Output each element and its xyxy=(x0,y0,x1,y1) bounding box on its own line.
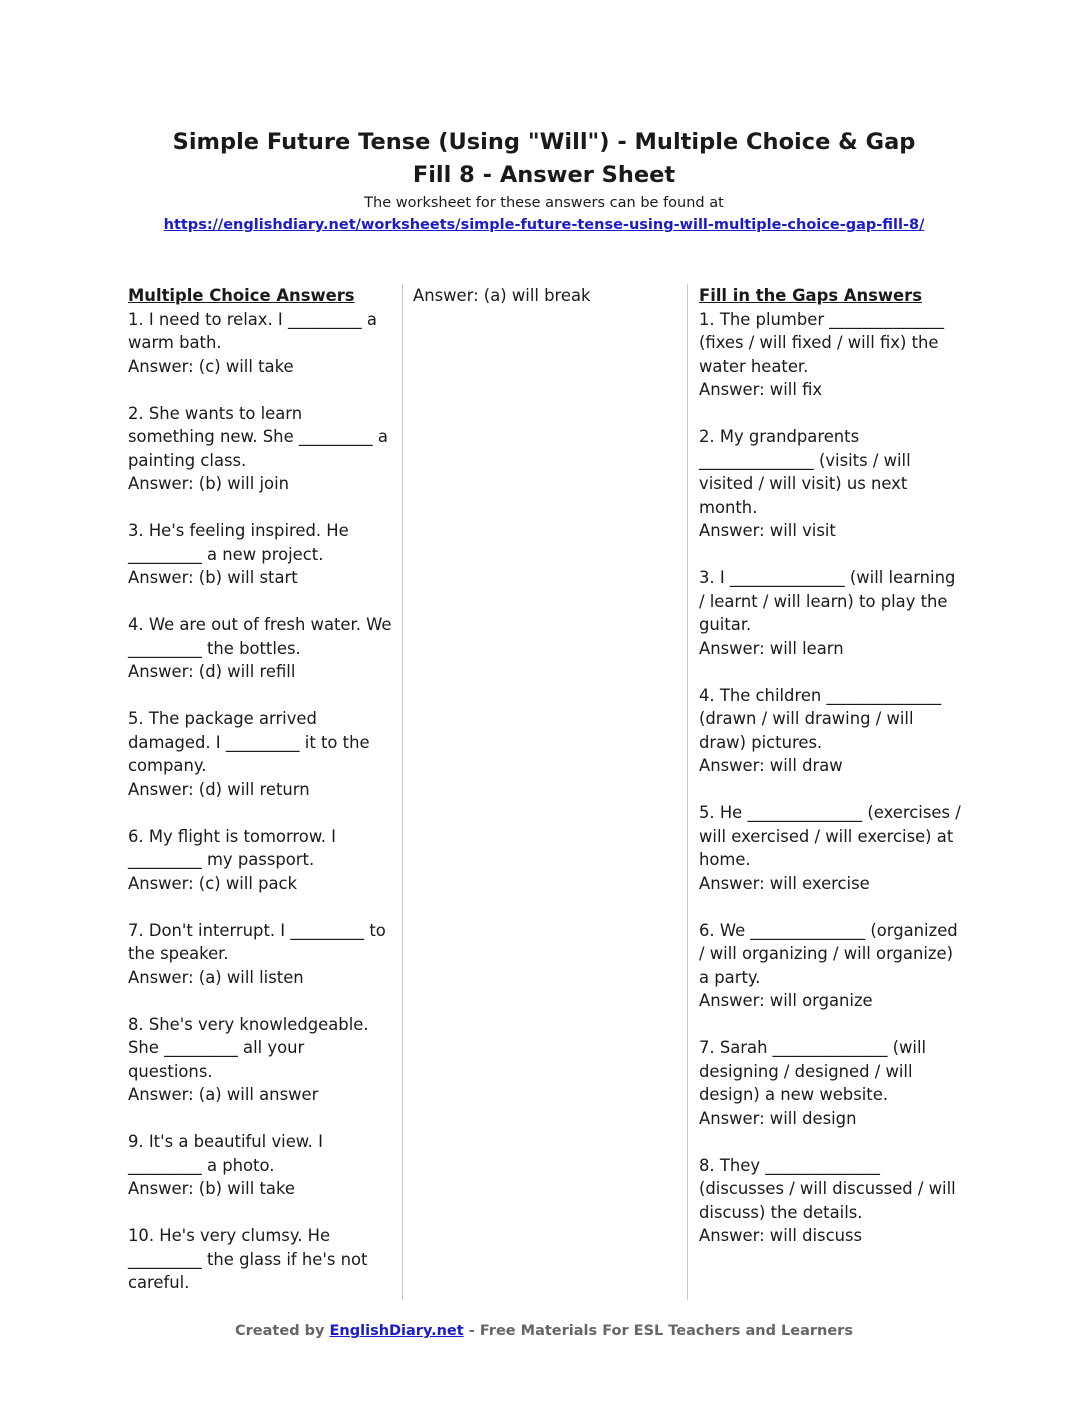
gap-answer: Answer: will design xyxy=(699,1108,857,1128)
gap-item xyxy=(699,801,965,895)
gap-question: 8. They ______________ (discusses / will discussed / will discuss) the details. xyxy=(699,1155,956,1222)
gap-answer: Answer: will learn xyxy=(699,638,844,658)
gap-item xyxy=(699,308,965,402)
mc-question: 5. The package arrived damaged. I _________ it to the company. xyxy=(128,709,370,775)
mc-question: 10. He's very clumsy. He _________ the glass if he's not careful. xyxy=(128,1226,368,1292)
worksheet-link[interactable]: https://englishdiary.net/worksheets/simple-future-tense-using-will-multiple-choice-gap-fill-8/ xyxy=(163,217,925,233)
gap-question: 5. He ______________ (exercises / will exercised / will exercise) at home. xyxy=(699,803,961,869)
page-title: Simple Future Tense (Using "Will") - Multiple Choice & Gap Fill 8 - Answer Sheet xyxy=(172,129,916,188)
mc-answer: Answer: (b) will start xyxy=(128,568,298,587)
mc-item xyxy=(128,402,394,496)
worksheet-note: The worksheet for these answers can be found at xyxy=(364,195,724,211)
mc-item xyxy=(128,1130,394,1201)
mc-question: 8. She's very knowledgeable. She _________ all your questions. xyxy=(128,1014,369,1081)
mc-answer: Answer: (d) will return xyxy=(128,779,310,799)
mc-question: 3. He's feeling inspired. He _________ a new project. xyxy=(128,521,349,564)
gap-item xyxy=(699,566,965,660)
multiple-choice-heading: Multiple Choice Answers xyxy=(128,286,355,305)
gap-item xyxy=(699,684,965,778)
mc-answer: Answer: (c) will pack xyxy=(128,873,298,893)
mc-item xyxy=(128,1013,394,1107)
mc-answer: Answer: (a) will break xyxy=(413,286,591,305)
mc-question: 9. It's a beautiful view. I _________ a photo. xyxy=(128,1132,323,1175)
gap-fill-column xyxy=(699,284,965,1271)
gap-answer: Answer: will exercise xyxy=(699,873,870,893)
mc-answer: Answer: (a) will listen xyxy=(128,967,304,987)
mc-item xyxy=(128,308,394,379)
mc-item xyxy=(128,519,394,590)
footer-suffix: - Free Materials For ESL Teachers and Learners xyxy=(468,1323,853,1339)
gap-question: 7. Sarah ______________ (will designing / designed / will design) a new website. xyxy=(699,1038,927,1104)
mc-item xyxy=(128,919,394,990)
mc-answer: Answer: (d) will refill xyxy=(128,662,296,681)
gap-question: 2. My grandparents ______________ (visits / will visited / will visit) us next month. xyxy=(699,427,911,517)
footer-link[interactable]: EnglishDiary.net xyxy=(329,1323,464,1339)
mc-answer: Answer: (b) will join xyxy=(128,474,290,493)
gap-item xyxy=(699,425,965,543)
gap-answer: Answer: will draw xyxy=(699,756,843,775)
mc-item xyxy=(128,825,394,896)
gap-item xyxy=(699,1154,965,1248)
mc-answer: Answer: (a) will answer xyxy=(128,1085,319,1104)
gap-item xyxy=(699,1036,965,1130)
worksheet-url-line xyxy=(0,214,1088,236)
mc-question: 7. Don't interrupt. I _________ to the speaker. xyxy=(128,920,386,963)
continuation-column xyxy=(413,284,679,308)
column-divider xyxy=(687,284,688,1300)
mc-answer: Answer: (b) will take xyxy=(128,1179,295,1198)
gap-question: 1. The plumber ______________ (fixes / will fixed / will fix) the water heater. xyxy=(699,309,945,376)
footer-prefix: Created by xyxy=(235,1323,325,1339)
gap-item xyxy=(699,919,965,1013)
footer xyxy=(0,1320,1088,1342)
mc-question: 4. We are out of fresh water. We _________ the bottles. xyxy=(128,615,392,658)
gap-question: 3. I ______________ (will learning / learnt / will learn) to play the guitar. xyxy=(699,568,956,634)
mc-item xyxy=(128,613,394,684)
mc-question: 1. I need to relax. I _________ a warm bath. xyxy=(128,309,377,352)
gap-fill-heading: Fill in the Gaps Answers xyxy=(699,286,922,305)
gap-answer: Answer: will fix xyxy=(699,380,823,399)
mc-item xyxy=(128,707,394,801)
column-divider xyxy=(402,284,403,1300)
gap-answer: Answer: will visit xyxy=(699,521,836,540)
mc-question: 6. My flight is tomorrow. I _________ my passport. xyxy=(128,826,336,869)
multiple-choice-column xyxy=(128,284,394,1295)
gap-question: 6. We ______________ (organized / will organizing / will organize) a party. xyxy=(699,920,958,987)
gap-answer: Answer: will organize xyxy=(699,991,873,1010)
gap-question: 4. The children ______________ (drawn / will drawing / will draw) pictures. xyxy=(699,685,942,752)
mc-question: 2. She wants to learn something new. She _________ a painting class. xyxy=(128,403,388,470)
mc-item xyxy=(128,1224,394,1295)
gap-answer: Answer: will discuss xyxy=(699,1226,863,1245)
mc-answer: Answer: (c) will take xyxy=(128,356,294,376)
